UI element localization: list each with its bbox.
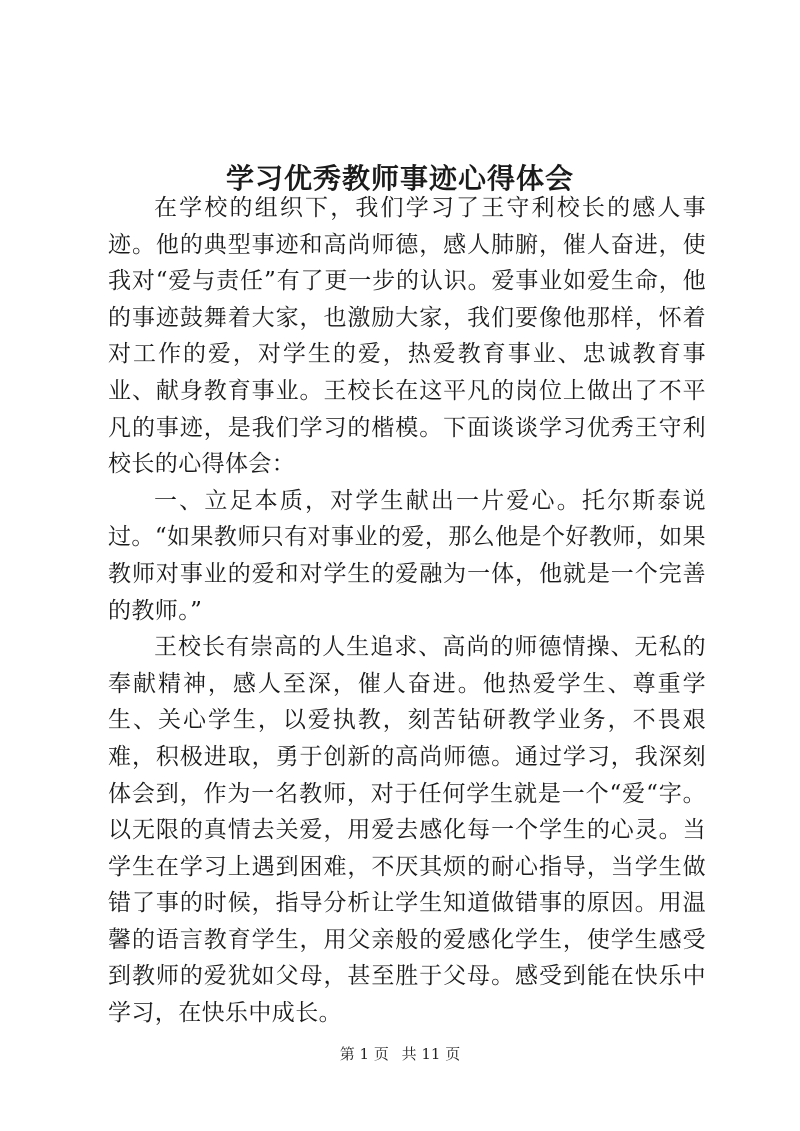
paragraph-point-one: 一、立足本质，对学生献出一片爱心。托尔斯泰说过。“如果教师只有对事业的爱，那么他是个好教师，如果教师对事业的爱和对学生的爱融为一体，他就是一个完善的教师。” [108, 487, 706, 624]
document-title: 学习优秀教师事迹心得体会 [225, 161, 574, 195]
page-number: 第 1 页 [339, 1045, 389, 1063]
page-total: 共 11 页 [401, 1045, 461, 1063]
paragraph-intro: 在学校的组织下，我们学习了王守利校长的感人事迹。他的典型事迹和高尚师德，感人肺腑，催人奋进，使我对“爱与责任”有了更一步的认识。爱事业如爱生命，他的事迹鼓舞着大家，也激励大家，我们要像他那样，怀着对工作的爱，对学生的爱，热爱教育事业、忠诚教育事业、献身教育事业。王校长在这平凡的岗位上做出了不平凡的事迹，是我们学习的楷模。下面谈谈学习优秀王守利校长的心得体会： [108, 195, 706, 478]
document-body [108, 190, 706, 1032]
paragraph-reflection: 王校长有崇高的人生追求、高尚的师德情操、无私的奉献精神，感人至深，催人奋进。他热爱学生、尊重学生、关心学生，以爱执教，刻苦钻研教学业务，不畏艰难，积极进取，勇于创新的高尚师德。通过学习，我深刻体会到，作为一名教师，对于任何学生就是一个“爱“字。以无限的真情去关爱，用爱去感化每一个学生的心灵。当学生在学习上遇到困难，不厌其烦的耐心指导，当学生做错了事的时候，指导分析让学生知道做错事的原因。用温馨的语言教育学生，用父亲般的爱感化学生，使学生感受到教师的爱犹如父母，甚至胜于父母。感受到能在快乐中学习，在快乐中成长。 [108, 634, 706, 1027]
page-footer [0, 1044, 800, 1064]
